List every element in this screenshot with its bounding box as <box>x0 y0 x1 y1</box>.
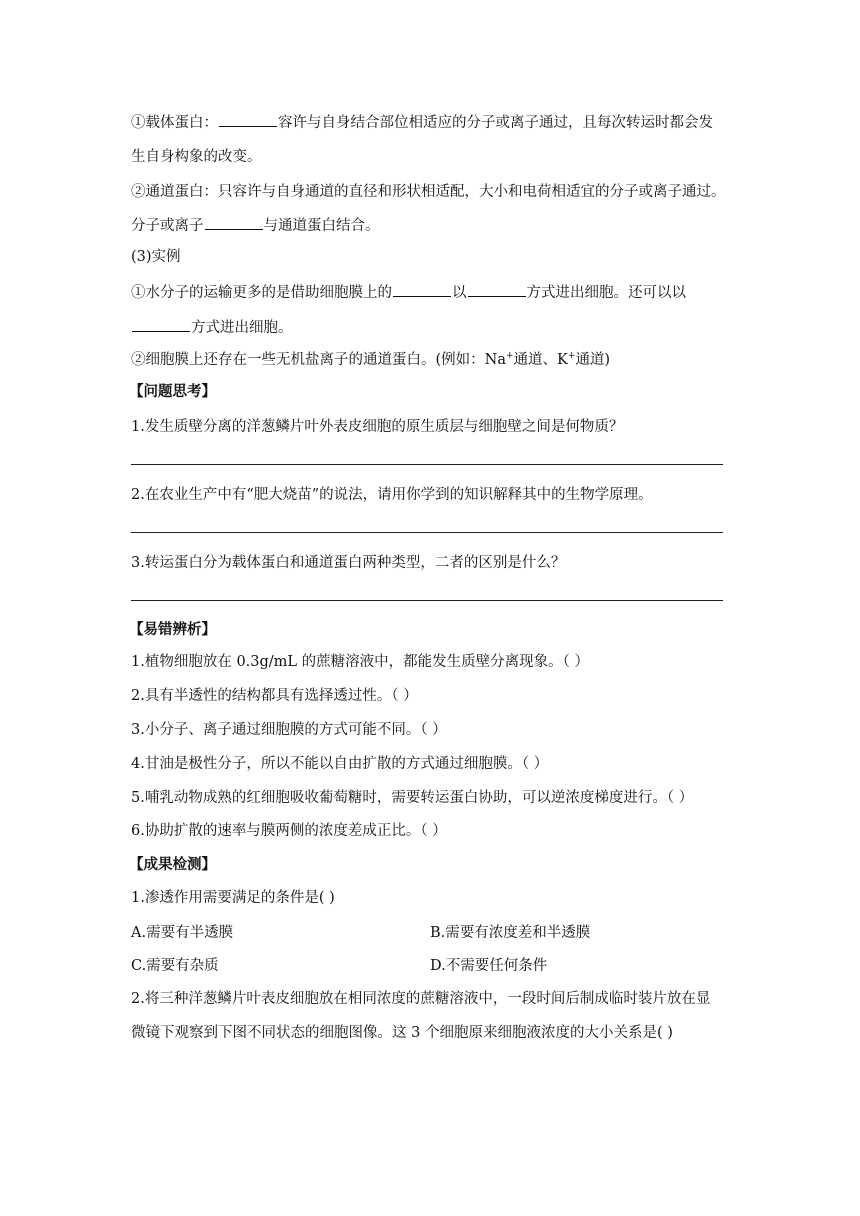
error-item-6: 6.协助扩散的速率与膜两侧的浓度差成正比。（ ） <box>131 823 447 839</box>
example-title: (3)实例 <box>131 249 181 265</box>
carrier-protein-line-1 <box>131 112 713 133</box>
test-question-1: 1.渗透作用需要满足的条件是( ) <box>131 890 335 906</box>
error-item-1: 1.植物细胞放在 0.3g/mL 的蔗糖溶液中，都能发生质壁分离现象。（ ） <box>131 654 590 670</box>
fill-blank-5[interactable] <box>132 317 190 332</box>
test-heading: 【成果检测】 <box>129 856 216 873</box>
fill-blank-2[interactable] <box>205 215 263 230</box>
channel-protein-line-2 <box>131 215 380 236</box>
example-text-e: ②细胞膜上还存在一些无机盐离子的通道蛋白。(例如：Na <box>131 352 506 368</box>
example-text-b: 以 <box>452 285 467 301</box>
example-line-3 <box>131 350 610 370</box>
answer-line-2[interactable] <box>131 532 723 533</box>
answer-line-1[interactable] <box>131 464 723 465</box>
example-text-a: ①水分子的运输更多的是借助细胞膜上的 <box>131 285 392 301</box>
fill-blank-4[interactable] <box>468 282 526 297</box>
example-text-f: 通道、K <box>513 352 568 368</box>
option-c[interactable]: C.需要有杂质 <box>131 958 219 974</box>
carrier-label: ①载体蛋白： <box>131 115 218 131</box>
channel-text-b: 与通道蛋白结合。 <box>263 218 380 234</box>
example-text-c: 方式进出细胞。还可以以 <box>526 285 686 301</box>
carrier-text: 容许与自身结合部位相适应的分子或离子通过，且每次转运时都会发 <box>278 115 713 131</box>
error-item-3: 3.小分子、离子通过细胞膜的方式可能不同。（ ） <box>131 722 447 738</box>
think-question-3: 3.转运蛋白分为载体蛋白和通道蛋白两种类型，二者的区别是什么？ <box>131 555 566 571</box>
option-b[interactable]: B.需要有浓度差和半透膜 <box>430 925 591 941</box>
test-question-2-line-2: 微镜下观察到下图不同状态的细胞图像。这 3 个细胞原来细胞液浓度的大小关系是( ) <box>131 1025 673 1041</box>
carrier-protein-line-2: 生自身构象的改变。 <box>131 149 262 165</box>
potassium-charge: + <box>567 351 576 362</box>
test-question-2-line-1: 2.将三种洋葱鳞片叶表皮细胞放在相同浓度的蔗糖溶液中，一段时间后制成临时装片放在显 <box>131 991 711 1007</box>
example-line-1 <box>131 282 686 303</box>
option-a[interactable]: A.需要有半透膜 <box>131 925 234 941</box>
error-item-4: 4.甘油是极性分子，所以不能以自由扩散的方式通过细胞膜。（ ） <box>131 756 549 772</box>
fill-blank-1[interactable] <box>219 112 277 127</box>
error-item-5: 5.哺乳动物成熟的红细胞吸收葡萄糖时，需要转运蛋白协助，可以逆浓度梯度进行。（ ） <box>131 790 694 806</box>
think-question-2: 2.在农业生产中有“肥大烧苗”的说法，请用你学到的知识解释其中的生物学原理。 <box>131 487 653 503</box>
think-question-1: 1.发生质壁分离的洋葱鳞片叶外表皮细胞的原生质层与细胞壁之间是何物质？ <box>131 419 624 435</box>
example-text-d: 方式进出细胞。 <box>191 320 293 336</box>
errors-heading: 【易错辨析】 <box>129 621 216 638</box>
example-line-2 <box>131 317 293 338</box>
sodium-charge: + <box>506 351 514 362</box>
channel-text-a: 分子或离子 <box>131 218 204 234</box>
error-item-2: 2.具有半透性的结构都具有选择透过性。（ ） <box>131 688 418 704</box>
example-text-g: 通道) <box>575 352 611 368</box>
option-d[interactable]: D.不需要任何条件 <box>430 958 548 974</box>
think-heading: 【问题思考】 <box>129 383 216 400</box>
fill-blank-3[interactable] <box>393 282 451 297</box>
channel-protein-line-1: ②通道蛋白：只容许与自身通道的直径和形状相适配，大小和电荷相适宜的分子或离子通过。 <box>131 184 726 200</box>
answer-line-3[interactable] <box>131 600 723 601</box>
